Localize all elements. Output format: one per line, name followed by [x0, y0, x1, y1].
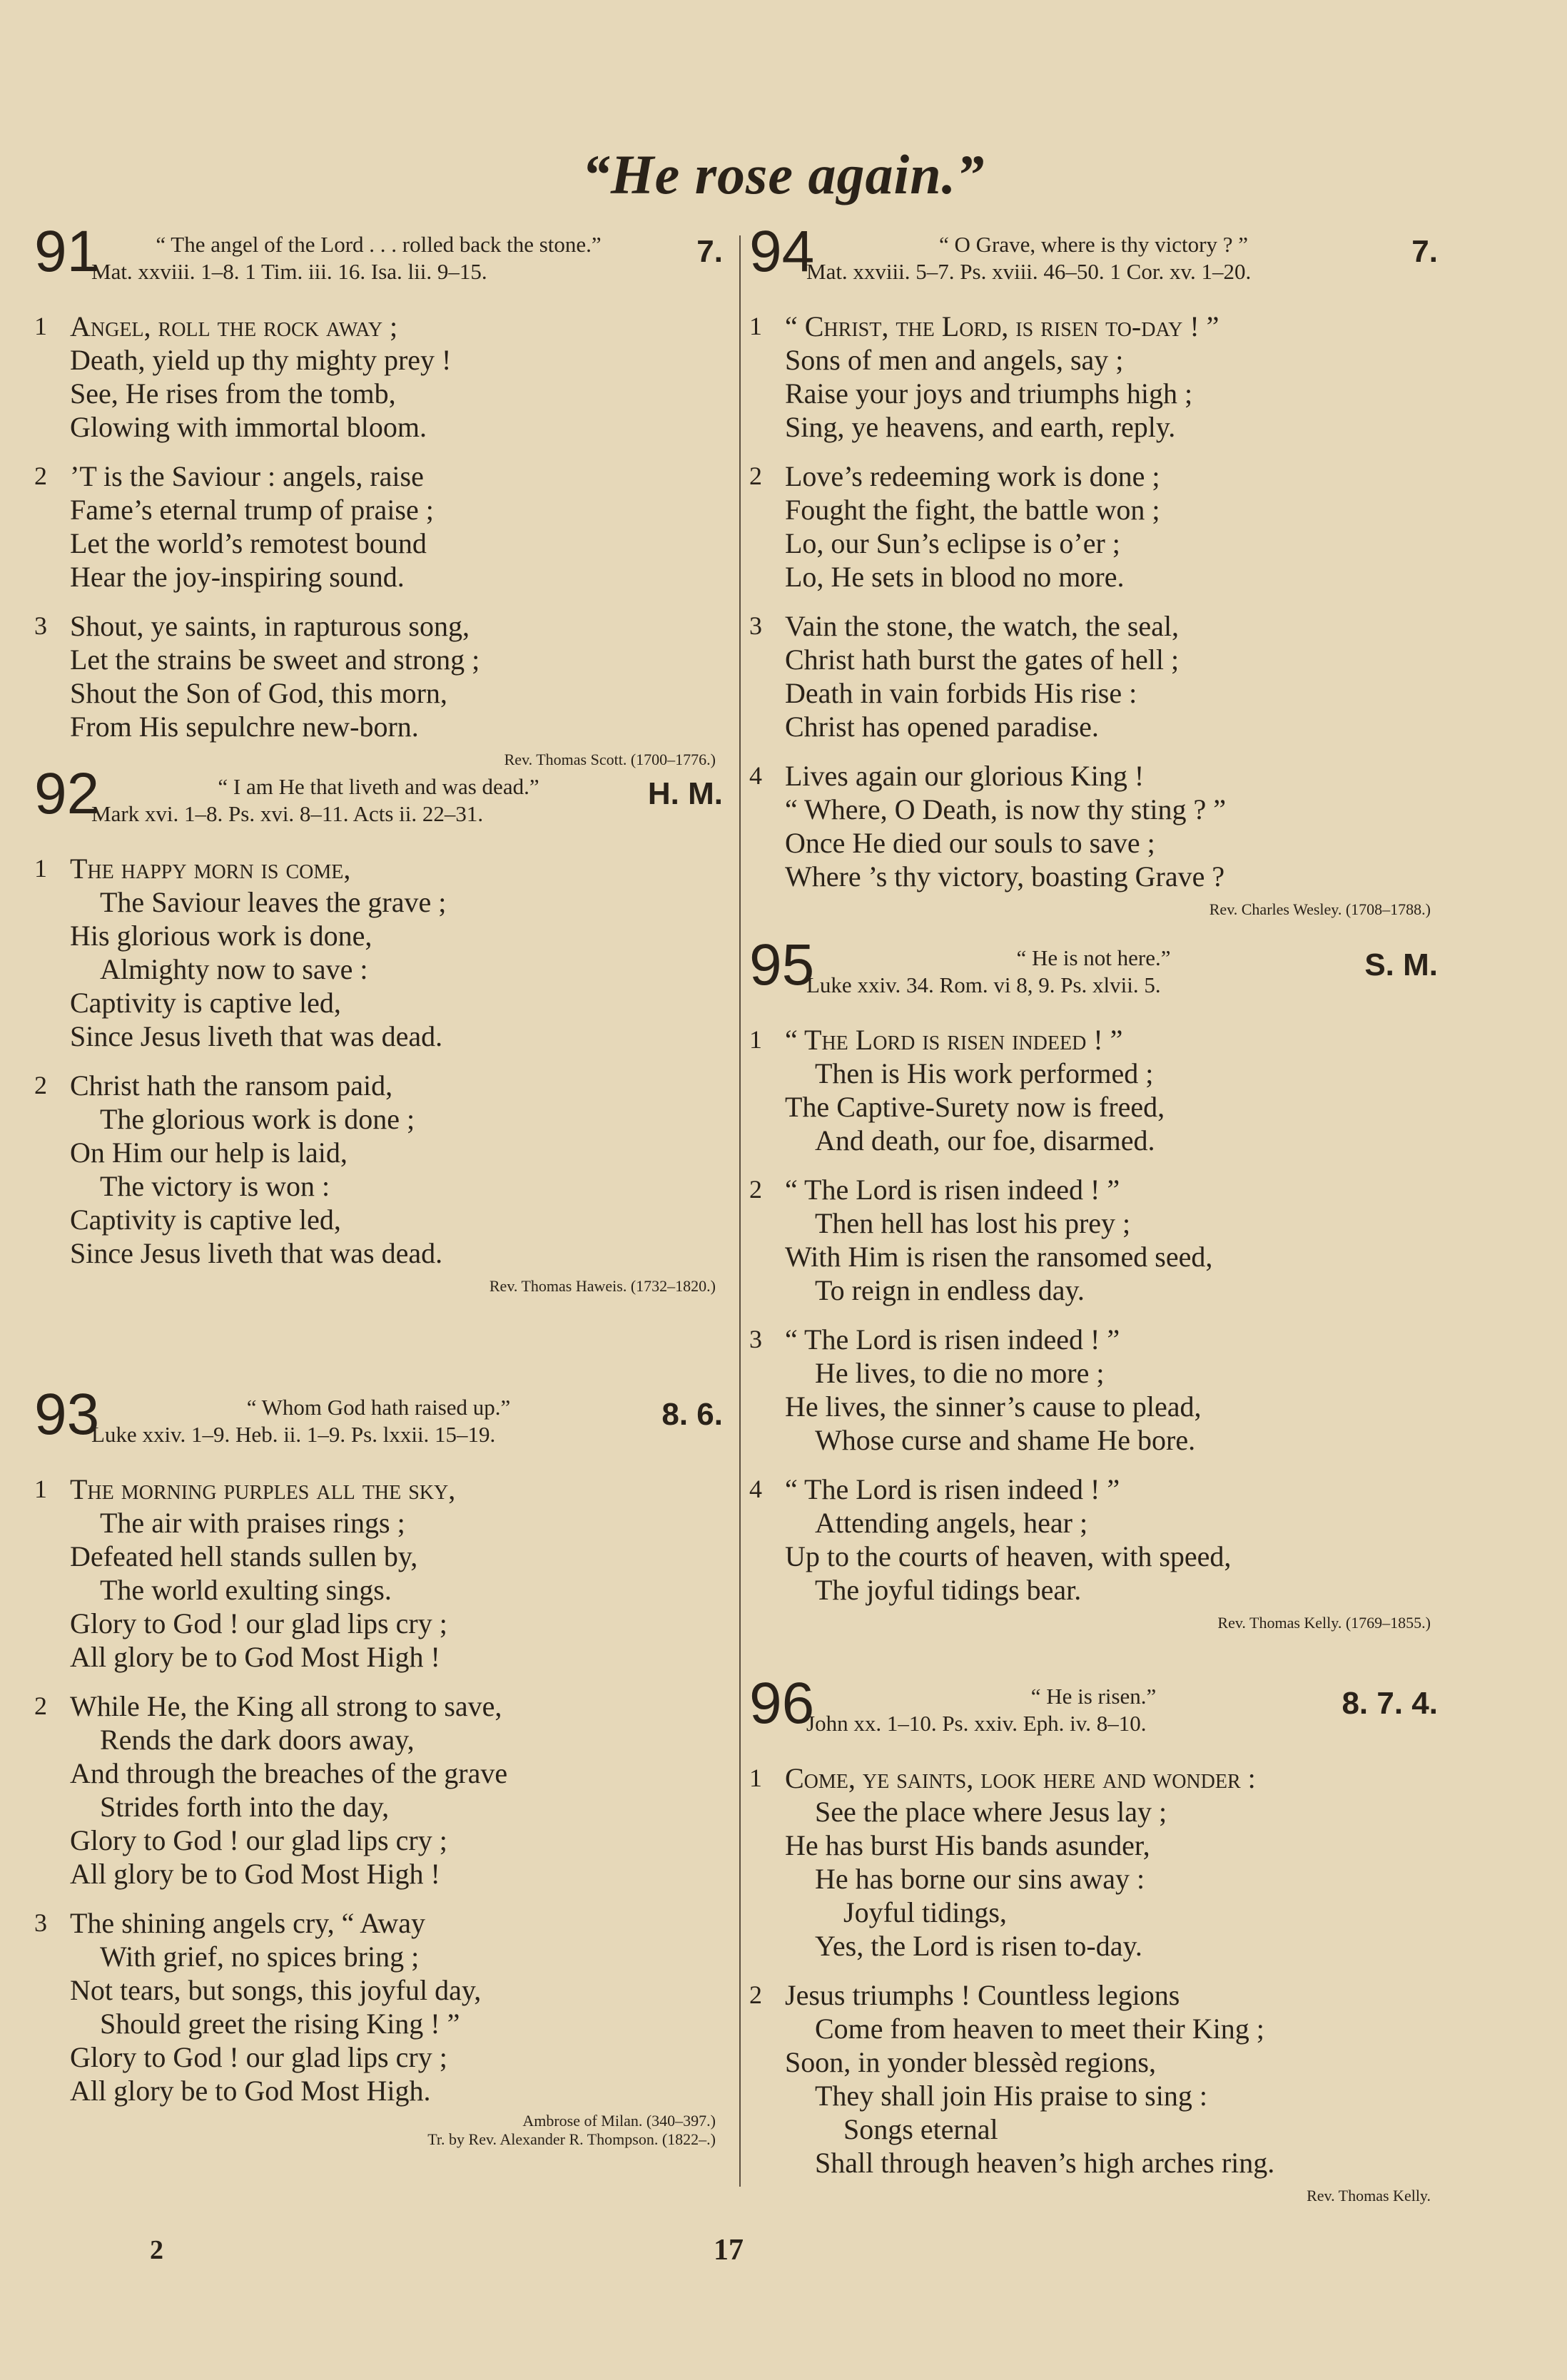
verse	[749, 609, 1438, 743]
verse-line: And death, our foe, disarmed.	[815, 1124, 1155, 1156]
verse-line: Come from heaven to meet their King ;	[815, 2013, 1264, 2045]
verse	[34, 459, 723, 594]
verse-line: All glory be to God Most High !	[70, 1641, 440, 1673]
verse	[749, 1978, 1438, 2180]
verse-line: Almighty now to save :	[100, 953, 368, 985]
verse-line: With grief, no spices bring ;	[100, 1941, 420, 1973]
verse-line: Up to the courts of heaven, with speed,	[785, 1540, 1232, 1572]
verse	[749, 1173, 1438, 1307]
verse-line: Vain the stone, the watch, the seal,	[785, 610, 1180, 642]
verse-line: With Him is risen the ransomed seed,	[785, 1241, 1213, 1273]
verse-line: He has burst His bands asunder,	[785, 1829, 1150, 1861]
verse-line: Not tears, but songs, this joyful day,	[70, 1974, 482, 2006]
left-column	[34, 219, 723, 2149]
hymn-quote: “ The angel of the Lord . . . rolled back the stone.”	[156, 232, 602, 257]
hymn-header	[749, 219, 1438, 294]
verse-line: Come, ye saints, look here and wonder :	[785, 1762, 1256, 1794]
verse-number: 1	[749, 1025, 762, 1054]
verse-line: While He, the King all strong to save,	[70, 1690, 502, 1722]
verse-line: Captivity is captive led,	[70, 987, 341, 1019]
hymn-header	[34, 761, 723, 836]
verse-line: Raise your joys and triumphs high ;	[785, 377, 1193, 410]
verse-line: He has borne our sins away :	[815, 1863, 1145, 1895]
verse-number: 1	[749, 312, 762, 340]
verse-line: And through the breaches of the grave	[70, 1757, 508, 1789]
verse-number: 2	[749, 1980, 762, 2009]
verse-number: 2	[34, 1071, 47, 1099]
verse-line: He lives, the sinner’s cause to plead,	[785, 1390, 1202, 1423]
verse-line: The Saviour leaves the grave ;	[100, 886, 447, 918]
verse	[34, 1689, 723, 1891]
verse	[749, 459, 1438, 594]
hymn-quote: “ I am He that liveth and was dead.”	[218, 774, 539, 799]
hymn-number: 91	[34, 219, 100, 284]
verse-line: The air with praises rings ;	[100, 1507, 405, 1539]
verse-line: Yes, the Lord is risen to-day.	[815, 1930, 1142, 1962]
verse-line: He lives, to die no more ;	[815, 1357, 1105, 1389]
verse-line: Then hell has lost his prey ;	[815, 1207, 1131, 1239]
verse	[34, 1069, 723, 1270]
verse-line: Let the world’s remotest bound	[70, 527, 427, 559]
verse-line: Lo, He sets in blood no more.	[785, 561, 1125, 593]
verse	[34, 852, 723, 1053]
signature-mark: 2	[150, 2235, 163, 2265]
scripture-refs: Mat. xxviii. 1–8. 1 Tim. iii. 16. Isa. lii. 9–15.	[91, 259, 487, 284]
hymn-translator: Tr. by Rev. Alexander R. Thompson. (1822–.)	[427, 2130, 716, 2148]
hymn-quote: “ He is risen.”	[1030, 1684, 1157, 1709]
verse-line: Where ’s thy victory, boasting Grave ?	[785, 860, 1225, 892]
hymn-91	[34, 219, 723, 771]
verse-line: Jesus triumphs ! Countless legions	[785, 1979, 1180, 2011]
verse	[749, 759, 1438, 893]
verse-line: “ The Lord is risen indeed ! ”	[785, 1473, 1120, 1505]
hymn-number: 94	[749, 219, 815, 284]
verse-line: Soon, in yonder blessèd regions,	[785, 2046, 1156, 2078]
verse-number: 1	[34, 312, 47, 340]
hymn-96	[749, 1671, 1438, 2205]
verse	[34, 609, 723, 743]
hymn-header	[749, 1671, 1438, 1746]
verse-number: 2	[749, 462, 762, 490]
hymn-94	[749, 219, 1438, 942]
verse-line: Should greet the rising King ! ”	[100, 2008, 460, 2040]
verse	[749, 1473, 1438, 1607]
verse-line: Shall through heaven’s high arches ring.	[815, 2147, 1275, 2179]
verse-line: From His sepulchre new-born.	[70, 711, 419, 743]
verse-line: All glory be to God Most High.	[70, 2075, 431, 2107]
verse-line: “ The Lord is risen indeed ! ”	[785, 1323, 1120, 1356]
verse-line: Lo, our Sun’s eclipse is o’er ;	[785, 527, 1120, 559]
verse-line: “ Where, O Death, is now thy sting ? ”	[785, 793, 1226, 825]
verse-number: 2	[34, 462, 47, 490]
verse-line: Whose curse and shame He bore.	[815, 1424, 1196, 1456]
page-title: “He rose again.”	[582, 143, 985, 205]
verse-line: Hear the joy-inspiring sound.	[70, 561, 405, 593]
hymn-number: 95	[749, 932, 815, 997]
hymn-meter: H. M.	[647, 776, 723, 811]
verse	[749, 1023, 1438, 1157]
verse-line: Since Jesus liveth that was dead.	[70, 1237, 443, 1269]
verse-line: Then is His work performed ;	[815, 1057, 1154, 1089]
verse-line: On Him our help is laid,	[70, 1136, 348, 1169]
verse-line: Glowing with immortal bloom.	[70, 411, 427, 443]
scripture-refs: Luke xxiv. 34. Rom. vi 8, 9. Ps. xlvii. 5.	[806, 972, 1161, 997]
verse	[749, 1323, 1438, 1457]
hymn-author: Rev. Thomas Kelly.	[1307, 2187, 1431, 2204]
verse-line: Sing, ye heavens, and earth, reply.	[785, 411, 1176, 443]
verse-line: All glory be to God Most High !	[70, 1858, 440, 1890]
verse-line: See, He rises from the tomb,	[70, 377, 396, 410]
verse-line: Christ hath the ransom paid,	[70, 1069, 393, 1102]
verse-line: Glory to God ! our glad lips cry ;	[70, 1824, 447, 1856]
verse-line: They shall join His praise to sing :	[815, 2080, 1207, 2112]
verse-line: Strides forth into the day,	[100, 1791, 390, 1823]
verse-number: 1	[34, 1475, 47, 1503]
verse-line: The Captive-Surety now is freed,	[785, 1091, 1165, 1123]
verse-line: See the place where Jesus lay ;	[815, 1796, 1167, 1828]
verse-line: Joyful tidings,	[843, 1896, 1007, 1928]
verse	[34, 310, 723, 444]
right-column	[749, 219, 1438, 2205]
hymn-author: Rev. Thomas Kelly. (1769–1855.)	[1217, 1614, 1431, 1632]
verse-line: Attending angels, hear ;	[815, 1507, 1088, 1539]
verse-line: Sons of men and angels, say ;	[785, 344, 1124, 376]
verse-line: Fame’s eternal trump of praise ;	[70, 494, 434, 526]
verse-line: Christ hath burst the gates of hell ;	[785, 644, 1180, 676]
verse-line: The victory is won :	[100, 1170, 330, 1202]
verse-line: Let the strains be sweet and strong ;	[70, 644, 480, 676]
hymn-quote: “ Whom God hath raised up.”	[246, 1395, 511, 1420]
verse-line: Shout the Son of God, this morn,	[70, 677, 447, 709]
verse-number: 3	[749, 1325, 762, 1353]
verse-line: His glorious work is done,	[70, 920, 372, 952]
verse-line: The glorious work is done ;	[100, 1103, 415, 1135]
verse-line: Love’s redeeming work is done ;	[785, 460, 1160, 492]
verse-line: Once He died our souls to save ;	[785, 827, 1155, 859]
scripture-refs: John xx. 1–10. Ps. xxiv. Eph. iv. 8–10.	[806, 1711, 1147, 1736]
verse-line: Glory to God ! our glad lips cry ;	[70, 1607, 447, 1639]
verse-number: 3	[34, 611, 47, 640]
verse-line: Death, yield up thy mighty prey !	[70, 344, 452, 376]
verse-line: ’T is the Saviour : angels, raise	[70, 460, 424, 492]
verse-line: The joyful tidings bear.	[815, 1574, 1082, 1606]
verse-line: The happy morn is come,	[70, 853, 351, 885]
column-divider	[739, 235, 741, 2187]
hymn-meter: S. M.	[1364, 947, 1438, 982]
verse-line: Angel, roll the rock away ;	[70, 310, 398, 342]
hymn-header	[749, 932, 1438, 1007]
hymn-92	[34, 761, 723, 1391]
hymn-header	[34, 1382, 723, 1457]
verse-number: 2	[34, 1692, 47, 1720]
hymn-author: Rev. Thomas Scott. (1700–1776.)	[504, 751, 716, 768]
verse-number: 2	[749, 1175, 762, 1204]
verse	[749, 310, 1438, 444]
hymn-93	[34, 1382, 723, 2149]
verse-line: “ The Lord is risen indeed ! ”	[785, 1024, 1123, 1056]
page-number: 17	[714, 2234, 744, 2267]
verse-number: 4	[749, 761, 762, 790]
scripture-refs: Mat. xxviii. 5–7. Ps. xviii. 46–50. 1 Cor. xv. 1–20.	[806, 259, 1252, 284]
verse-line: The world exulting sings.	[100, 1574, 392, 1606]
hymn-author: Rev. Charles Wesley. (1708–1788.)	[1209, 900, 1431, 918]
verse	[34, 1473, 723, 1674]
verse-line: Songs eternal	[843, 2113, 998, 2145]
verse-line: “ The Lord is risen indeed ! ”	[785, 1174, 1120, 1206]
verse-line: The shining angels cry, “ Away	[70, 1907, 426, 1939]
verse-line: Lives again our glorious King !	[785, 760, 1145, 792]
hymn-95	[749, 932, 1438, 1680]
verse-line: Fought the fight, the battle won ;	[785, 494, 1160, 526]
hymn-author: Ambrose of Milan. (340–397.)	[522, 2112, 716, 2130]
hymn-meter: 7.	[1411, 234, 1438, 269]
hymn-quote: “ He is not here.”	[1016, 945, 1171, 970]
verse-number: 3	[34, 1908, 47, 1937]
verse-number: 1	[749, 1764, 762, 1792]
scripture-refs: Mark xvi. 1–8. Ps. xvi. 8–11. Acts ii. 22–31.	[91, 801, 484, 826]
verse-line: “ Christ, the Lord, is risen to-day ! ”	[785, 310, 1219, 342]
verse-number: 3	[749, 611, 762, 640]
scripture-refs: Luke xxiv. 1–9. Heb. ii. 1–9. Ps. lxxii. 15–19.	[91, 1422, 496, 1447]
hymn-header	[34, 219, 723, 294]
verse-line: To reign in endless day.	[815, 1274, 1085, 1306]
verse-number: 1	[34, 854, 47, 883]
verse-line: Christ has opened paradise.	[785, 711, 1099, 743]
hymn-quote: “ O Grave, where is thy victory ? ”	[939, 232, 1248, 257]
verse-number: 4	[749, 1475, 762, 1503]
verse-line: Captivity is captive led,	[70, 1204, 341, 1236]
verse-line: Glory to God ! our glad lips cry ;	[70, 2041, 447, 2073]
verse-line: The morning purples all the sky,	[70, 1473, 456, 1505]
hymn-number: 96	[749, 1671, 815, 1736]
verse-line: Rends the dark doors away,	[100, 1724, 415, 1756]
hymn-meter: 7.	[696, 234, 723, 269]
verse-line: Defeated hell stands sullen by,	[70, 1540, 418, 1572]
verse	[749, 1761, 1438, 1963]
hymn-meter: 8. 7. 4.	[1342, 1686, 1438, 1721]
hymn-number: 93	[34, 1382, 100, 1447]
hymn-author: Rev. Thomas Haweis. (1732–1820.)	[489, 1277, 716, 1295]
verse-line: Death in vain forbids His rise :	[785, 677, 1137, 709]
verse	[34, 1906, 723, 2107]
hymn-meter: 8. 6.	[661, 1397, 723, 1432]
hymn-number: 92	[34, 761, 100, 826]
verse-line: Since Jesus liveth that was dead.	[70, 1020, 443, 1052]
verse-line: Shout, ye saints, in rapturous song,	[70, 610, 470, 642]
